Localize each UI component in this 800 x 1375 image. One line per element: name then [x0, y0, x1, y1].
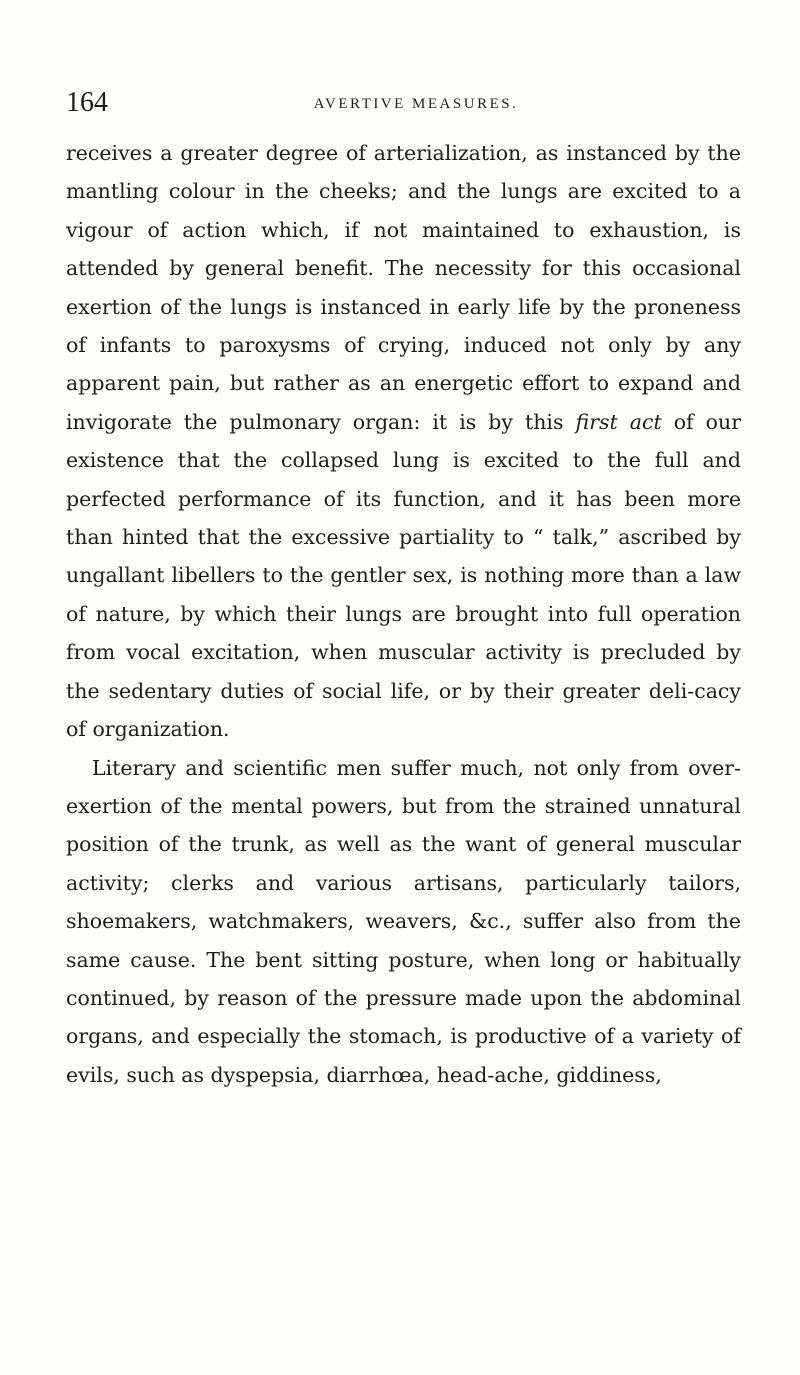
running-head: [66, 86, 726, 120]
paragraph-1-text: receives a greater degree of arterialization, as instanced by the mantling colour in the cheeks; and the lungs are excited to a vigour of action which, if not maintained to exhaustion, is attended by general benefit. The necessity for this occasional exertion of the lungs is instanced in early life by the proneness of infants to paroxysms of crying, induced not only by any apparent pain, but rather as an energetic effort to expand and invigorate the pulmonary organ: it is by this: [66, 141, 741, 434]
paragraph-1: [66, 134, 741, 749]
paragraph-1-continuation: of our existence that the collapsed lung is excited to the full and perfected performance of its function, and it has been more than hinted that the excessive partiality to “ talk,” ascribed by ungallant libellers to the gentler sex, is nothing more than a law of nature, by which their lungs are brought into full operation from vocal excitation, when muscular activity is precluded by the sedentary duties of social life, or by their greater deli-cacy of organization.: [66, 409, 741, 742]
paragraph-2: Literary and scientific men suffer much, not only from over-exertion of the mental powers, but from the strained unnatural position of the trunk, as well as the want of general muscular activity; clerks and various artisans, particularly tailors, shoemakers, watchmakers, weavers, &c., suffer also from the same cause. The bent sitting posture, when long or habitually continued, by reason of the pressure made upon the abdominal organs, and especially the stomach, is productive of a variety of evils, such as dyspepsia, diarrhœa, head-ache, giddiness,: [66, 755, 741, 1087]
body-text: [66, 134, 741, 1094]
page-number: 164: [66, 87, 108, 118]
running-title: AVERTIVE MEASURES.: [313, 96, 519, 112]
italic-phrase: first act: [575, 409, 662, 434]
